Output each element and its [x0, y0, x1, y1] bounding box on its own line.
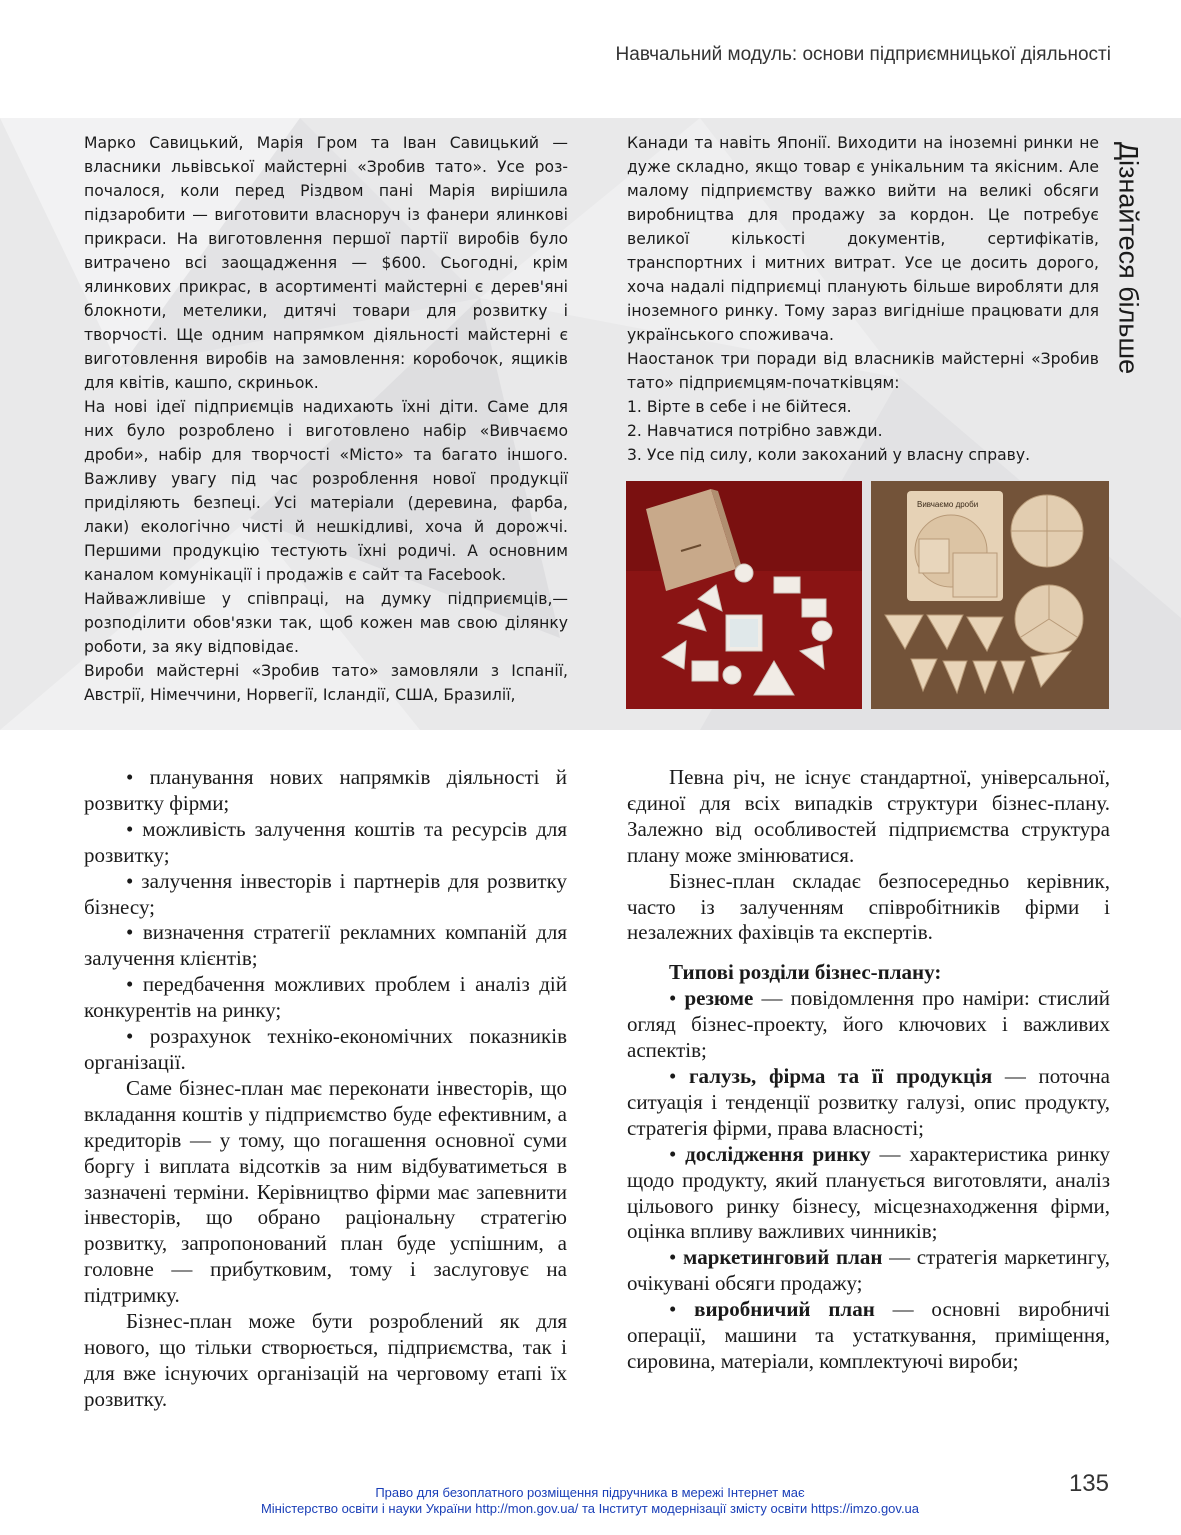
body-paragraph: Бізнес-план складає безпосередньо керівник, часто із залученням співробітників фірми і незалежних фахівців та експертів.: [627, 868, 1110, 945]
section-item: • маркетинговий план — стратегія маркетингу, очікувані обсяги продажу;: [627, 1245, 1110, 1296]
footer-line: Право для безоплатного розміщення підручника в мережі Інтернет має: [375, 1485, 805, 1500]
copyright-footer: [160, 1485, 1020, 1517]
section-desc: — стратегія маркетингу, очікувані обсяги продажу;: [627, 1245, 1110, 1296]
bullet-item: • розрахунок техніко-економічних показників організації.: [84, 1024, 567, 1074]
section-item: • резюме — повідомлення про наміри: стислий огляд бізнес-проекту, його ключових і важливих аспектів;: [627, 986, 1110, 1063]
section-term: дослідження ринку: [685, 1141, 871, 1166]
advice-item: 2. Навчатися потрібно завжди.: [627, 422, 883, 440]
bullet-item: • можливість залучення коштів та ресурсів для розвитку;: [84, 816, 567, 867]
main-left-column: [84, 765, 567, 1413]
section-term: маркетинговий план: [683, 1245, 883, 1270]
bullet-item: • визначення стратегії рекламних компаній для залучення клієнтів;: [84, 920, 567, 971]
section-desc: — основні виробничі операції, машини та устаткування, приміщення, сировина, матеріали, комплектуючі вироби;: [627, 1297, 1111, 1373]
box-left-column: [84, 131, 568, 707]
section-desc: — поточна ситуація і тенденції розвитку галузі, опис продукту, стратегія фірми, права власності;: [627, 1063, 1110, 1140]
section-desc: — повідомлення про наміри: стислий огляд бізнес-проекту, його ключових і важливих аспектів;: [627, 986, 1110, 1063]
section-term: галузь, фірма та її продукція: [689, 1063, 993, 1088]
module-title: Навчальний модуль: основи підприємницької діяльності: [615, 44, 1111, 65]
box-paragraph: На нові ідеї підприємців надихають їхні діти. Саме для них було розроблено і виготовлено набір «Вивчаємо дроби», набір для творчості «Місто» та багато іншого. Важливу увагу під час розроблення нової продукції приділяють безпеці. Усі матеріали (деревина, фарба, лаки) екологічно чисті й нешкідливі, хоча й дорожчі. Першими продукцію тестують їхні родичі. А основним каналом комунікації і продажів є сайт та Facebook.: [84, 398, 568, 584]
fractions-label: Вивчаємо дроби: [917, 500, 979, 509]
sections-heading: Типові розділи бізнес-плану:: [669, 960, 942, 985]
box-paragraph: Наостанок три поради від власників майстерні «Зробив тато» підприємцям-початківцям:: [627, 350, 1099, 392]
body-paragraph: Бізнес-план може бути розроблений як для нового, що тільки створюється, підприємства, так і для вже існуючих організацій на черговому етапі їх розвитку.: [84, 1309, 567, 1411]
box-right-column: [627, 131, 1099, 467]
advice-item: 1. Вірте в себе і не бійтеся.: [627, 398, 852, 416]
body-paragraph: Певна річ, не існує стандартної, універсальної, єдиної для всіх випадків структури бізнес-плану. Залежно від особливостей підприємства структура плану може змінюватися.: [627, 765, 1110, 867]
sidebar-title: [1098, 138, 1158, 378]
bullet-item: • передбачення можливих проблем і аналіз дій конкурентів на ринку;: [84, 972, 567, 1023]
bullet-item: • планування нових напрямків діяльності й розвитку фірми;: [84, 765, 567, 815]
box-paragraph: Найважливіше у співпраці, на думку підприємців,— розподілити обов'язки так, щоб кожен мав свою ділянку роботи, за яку відповідає.: [84, 590, 568, 656]
box-paragraph: Вироби майстерні «Зробив тато» замовляли з Іспанії, Австрії, Німеччини, Норвегії, Ісландії, США, Бразилії,: [84, 662, 568, 704]
box-paragraph: Канади та навіть Японії. Виходити на іноземні ринки не дуже складно, якщо товар є унікальним та якісним. Але малому підприємству важко вийти на великі обсяги виробництва для продажу за кордон. Це потребує великої кількості документів, сертифікатів, транспортних і митних витрат. Усе це досить дорого, хоча надалі підприємці планують більше виробляти для іноземного ринку. Тому зараз вигідніше працювати для українського споживача.: [627, 134, 1099, 344]
page-number: 135: [1068, 1470, 1109, 1497]
advice-item: 3. Усе під силу, коли закоханий у власну справу.: [627, 446, 1031, 464]
section-desc: — характеристика ринку щодо продукту, який планується виготовляти, аналіз цільового ринку бізнесу, місцезнаходження фірми, оцінка впливу важливих чинників;: [627, 1141, 1110, 1244]
section-item: • галузь, фірма та її продукція — поточна ситуація і тенденції розвитку галузі, опис продукту, стратегія фірми, права власності;: [627, 1063, 1110, 1140]
page-header: [0, 0, 1181, 118]
ornaments-photo: [626, 481, 862, 709]
fractions-set-photo: [871, 481, 1109, 709]
section-term: виробничий план: [694, 1297, 875, 1322]
body-paragraph: Саме бізнес-план має переконати інвесторів, що вкладання коштів у підприємство буде ефективним, а кредиторів — у тому, що погашення основної суми боргу і виплата відсотків за ним відбуватиметься в зазначені терміни. Керівництво фірми має запевнити інвесторів, що обрано раціональну стратегію розвитку, запропонований план буде успішним, а головне — прибутковим, тому і заслуговує на підтримку.: [84, 1075, 567, 1308]
section-term: резюме: [684, 986, 754, 1011]
bullet-item: • залучення інвесторів і партнерів для розвитку бізнесу;: [84, 868, 567, 919]
section-item: • виробничий план — основні виробничі операції, машини та устаткування, приміщення, сировина, матеріали, комплектуючі вироби;: [627, 1297, 1111, 1373]
footer-line: Міністерство освіти і науки України http://mon.gov.ua/ та Інститут модернізації змісту освіти https://imzo.gov.ua: [260, 1501, 920, 1516]
sidebar-title-text: Дізнайтеся більше: [1113, 141, 1144, 375]
section-item: • дослідження ринку — характеристика ринку щодо продукту, який планується виготовляти, аналіз цільового ринку бізнесу, місцезнаходження фірми, оцінка впливу важливих чинників;: [627, 1141, 1110, 1244]
box-paragraph: Марко Савицький, Марія Гром та Іван Савицький — власники львівської майстерні «Зробив тато». Усе розпочалося, коли перед Різдвом пані Марія вирішила підзаробити — виготовити власноруч із фанери ялинкові прикраси. На виготовлення першої партії виробів було витрачено всі заощадження — $600. Сьогодні, крім ялинкових прикрас, в асортименті майстерні є дерев'яні блокноти, метелики, дитячі товари для розвитку і творчості. Ще одним напрямком діяльності майстерні є виготовлення виробів на замовлення: коробочок, ящиків для квітів, кашпо, скриньок.: [84, 134, 568, 392]
main-right-column: [627, 765, 1110, 1375]
